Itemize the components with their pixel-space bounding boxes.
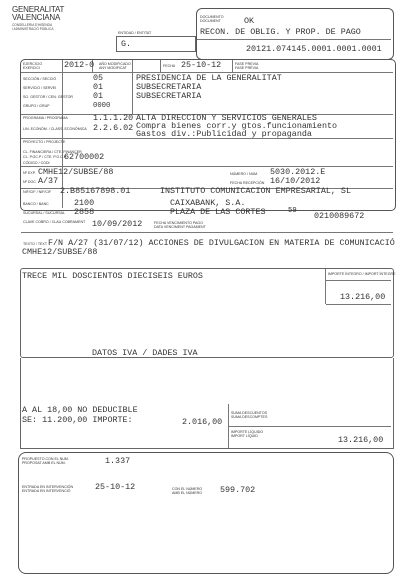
cuenta-value: 0210089672 <box>314 211 365 221</box>
sucursal-code: 2858 <box>74 207 95 217</box>
vencimiento-label-1: FECHA VENCIMIENTO PAGO <box>154 221 203 225</box>
seccion-code: 05 <box>93 73 104 83</box>
programa-code: 1.1.1.20 <box>93 113 134 123</box>
propuesto-label-2: PROPOSAT AMB EL NÚM. <box>22 461 66 465</box>
grupo-code: 0000 <box>93 102 111 110</box>
logo-line-2: VALENCIANA <box>12 13 61 22</box>
servicio-desc: SUBSECRETARIA <box>136 82 202 92</box>
sg-label: SG. GESTOR / CEN. GESTOR <box>23 95 73 99</box>
sucursal-label: SUCURSAL / SUCURSAL <box>23 211 66 215</box>
economica-label: LIN. ECONÓM. / CLASS. ECONÒMICA <box>23 127 87 131</box>
col-divider <box>232 60 233 72</box>
texto-line-1: F/N A/27 (31/07/12) ACCIONES DE DIVULGACION EN MATERIA DE COMUNICACIÓ <box>48 238 395 248</box>
col-divider <box>132 60 133 114</box>
propuesto-value: 1.337 <box>105 456 131 466</box>
documento-divider <box>197 39 391 40</box>
documento-label-2: DOCUMENT <box>200 19 221 23</box>
dc-value: 59 <box>288 207 297 215</box>
iva-title: DATOS IVA / DADES IVA <box>92 348 198 358</box>
fecha-recepcion-label: FECHA RECEPCIÓN <box>230 181 265 185</box>
iva-line-1: A AL 18,00 NO DEDUCIBLE <box>22 405 138 415</box>
iva-importe: 2.016,00 <box>182 417 223 427</box>
liquido-value: 13.216,00 <box>338 435 384 445</box>
logo-line-1: GENERALITAT <box>12 5 65 14</box>
sucursal-name: PLAZA DE LAS CORTES <box>170 207 266 217</box>
entrada-label-2: ENTRADA EN INTERVENCIÓ <box>22 489 71 493</box>
banco-label: BANCO / BANC <box>23 202 49 206</box>
liquido-label-1: IMPORTE LÍQUIDO <box>231 430 264 434</box>
expediente-ref-value: A/37 <box>38 176 59 186</box>
expediente-num-label: NÚMERO / NUM. <box>230 172 259 176</box>
clave-cobro-label: CLAVE COBRO / CLAU COBRAMENT <box>23 220 86 224</box>
ejercicio-label-2: EXERCICI <box>23 66 40 70</box>
nif-value: 2.B85167898.01 <box>60 186 131 196</box>
economica-code: 2.2.6.02 <box>93 123 134 133</box>
documento-desc: RECON. DE OBLIG. Y PROP. DE PAGO <box>200 27 361 37</box>
entrada-value: 25-10-12 <box>95 482 136 492</box>
banco-name: CAIXABANK, S.A. <box>170 198 246 208</box>
col-divider <box>325 269 326 304</box>
col-divider <box>160 60 161 72</box>
numero-value: 599.702 <box>220 485 256 495</box>
ejercicio-value: 2012-0 <box>64 60 95 70</box>
grupo-label: GRUPO / GRUP <box>23 104 50 108</box>
numero-label-2: AMB EL NÚMERO <box>172 491 203 495</box>
economica-desc-2: Gastos div.:Publicidad y propaganda <box>136 129 312 139</box>
servicio-label: SERVICIO / SERVEI <box>23 86 57 90</box>
contable-label: CL. P.GC.P / CTE. P.G.C.P. <box>23 155 67 159</box>
expediente-value: CMHE12/SUBSE/88 <box>38 167 114 177</box>
row-divider <box>326 304 391 305</box>
expediente-label: Nº EXP. <box>23 171 36 175</box>
texto-label: TEXTO / TEXT <box>23 242 48 246</box>
importe-letras-box <box>20 268 394 358</box>
anio-label-1: AÑO MODIFICADO <box>99 62 131 66</box>
descuentos-label-1: SUMA DESCUENTOS <box>231 411 268 415</box>
anio-label-2: ANY MODIFICAT <box>99 66 127 70</box>
row-divider <box>229 426 391 427</box>
vencimiento-value: 10/09/2012 <box>92 219 143 229</box>
row-divider <box>21 232 393 233</box>
fecha-label: FECHA <box>163 64 176 68</box>
fase-label-1: FASE PREVIA <box>235 62 259 66</box>
propuesto-label-1: PROPUESTO CON EL NUM. <box>22 457 69 461</box>
fecha-value: 25-10-12 <box>181 60 222 70</box>
logo-sub-2: I ADMINISTRACIÓ PÚBLICA <box>12 26 54 31</box>
seccion-desc: PRESIDENCIA DE LA GENERALITAT <box>136 73 282 83</box>
ejercicio-label-1: EJERCICIO <box>23 62 43 66</box>
iva-line-2: SE: 11.200,00 IMPORTE: <box>22 415 133 425</box>
proyecto-label: PROYECTO / PROJECTE <box>23 140 66 144</box>
footer-box <box>18 452 394 574</box>
entidad-label: ENTIDAD / ENTITAT <box>118 31 152 35</box>
entrada-label-1: ENTRADA EN INTERVENCIÓN <box>22 485 74 489</box>
banco-code: 2100 <box>74 198 95 208</box>
descuentos-label-2: SUMA DESCOMPTES <box>231 415 268 419</box>
fase-label-2: FASE PRÈVIA <box>235 66 259 70</box>
expediente-ref-label: Nº DOC <box>23 180 36 184</box>
row-divider <box>326 280 391 281</box>
logo <box>12 6 64 32</box>
fecha-recepcion-value: 16/10/2012 <box>270 176 321 186</box>
reference-number: 20121.074145.0001.0001.0001 <box>246 44 382 54</box>
liquido-label-2: IMPORT LÍQUID <box>231 434 258 438</box>
programa-label: PROGRAMA / PROGRAMA <box>23 116 68 120</box>
contable-code: 62700002 <box>64 152 105 162</box>
texto-line-2: CMHE12/SUBSE/88 <box>22 247 98 257</box>
documento-value: OK <box>244 16 255 26</box>
economica-desc-1: Compra bienes corr.y gtos.funcionamiento <box>136 121 338 131</box>
codigo-label: CÓDIGO / CODI <box>23 161 50 165</box>
sg-code: 01 <box>93 91 104 101</box>
numero-label-1: CON EL NÚMERO <box>172 487 203 491</box>
tercero-nombre: INSTITUTO COMUNICACION EMPRESARIAL, SL <box>160 186 351 196</box>
expediente-num-value: 5030.2012.E <box>270 167 326 177</box>
vencimiento-label-2: DATA VENCIMENT PAGAMENT <box>154 225 206 229</box>
programa-desc: ALTA DIRECCION Y SERVICIOS GENERALES <box>136 113 317 123</box>
servicio-code: 01 <box>93 82 104 92</box>
entidad-value: G. <box>121 39 132 49</box>
importe-letras: TRECE MIL DOSCIENTOS DIECISEIS EUROS <box>22 271 203 281</box>
seccion-label: SECCIÓN / SECCIÓ <box>23 77 57 81</box>
financiero-label: CL. FINANCIERA / CTE. FINANCER <box>23 150 82 154</box>
logo-sub-1: CONSELLERIA D'HISENDA <box>12 23 53 27</box>
nif-label: NIF/CIF / NIF/CIF <box>23 190 52 194</box>
sg-desc: SUBSECRETARIA <box>136 91 202 101</box>
documento-label-1: DOCUMENTO <box>200 15 224 19</box>
importe-total-value: 13.216,00 <box>340 292 386 302</box>
importe-total-label: IMPORTE ÍNTEGRO / IMPORT ÍNTEGRE <box>328 272 396 276</box>
